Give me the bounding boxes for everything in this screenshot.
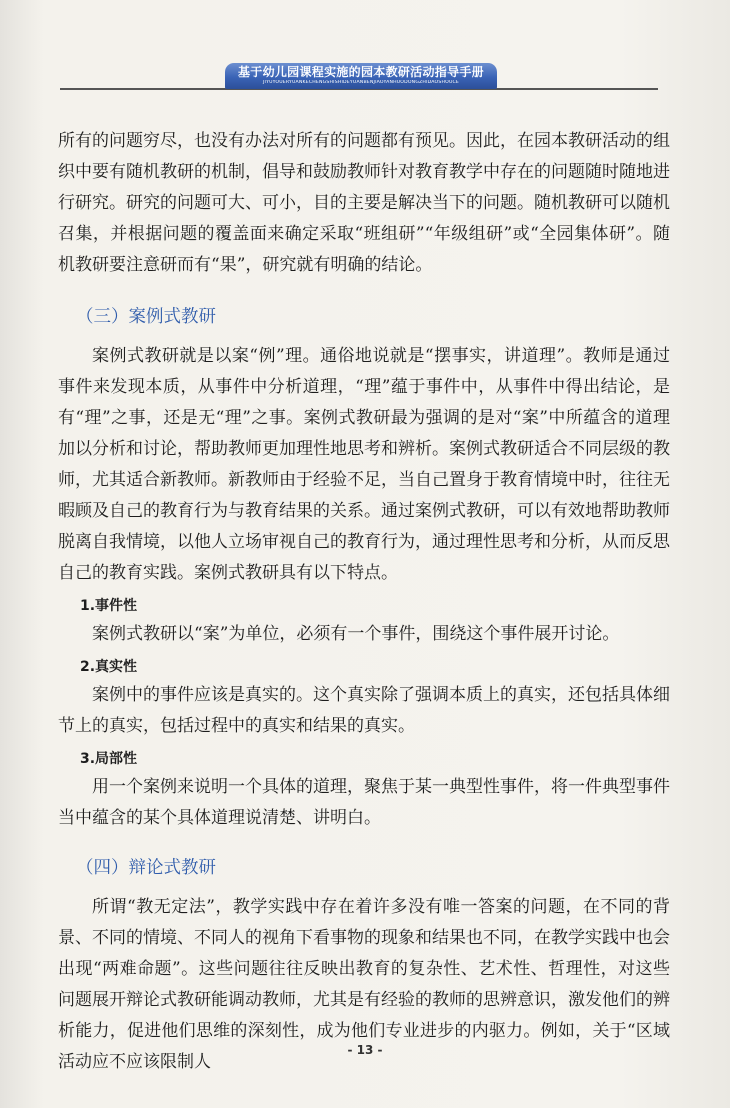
intro-paragraph: 所有的问题穷尽，也没有办法对所有的问题都有预见。因此，在园本教研活动的组织中要有随机教研的机制，倡导和鼓励教师针对教育教学中存在的问题随时随地进行研究。研究的问题可大、可小，目的主要是解决当下的问题。随机教研可以随机召集，并根据问题的覆盖面来确定采取“班组研”“年级组研”或“全园集体研”。随机教研要注意研而有“果”，研究就有明确的结论。	[58, 131, 670, 275]
feature-text-2: 案例中的事件应该是真实的。这个真实除了强调本质上的真实，还包括具体细节上的真实，包括过程中的真实和结果的真实。	[58, 685, 670, 736]
page-body	[58, 126, 670, 1078]
feature-title-1: 1.事件性	[80, 598, 138, 614]
section-heading-debate: （四）辩论式教研	[76, 858, 216, 878]
feature-title-3: 3.局部性	[80, 751, 138, 767]
page-number: - 13 -	[347, 1043, 383, 1057]
feature-text-1: 案例式教研以“案”为单位，必须有一个事件，围绕这个事件展开讨论。	[92, 624, 620, 644]
case-study-paragraph: 案例式教研就是以案“例”理。通俗地说就是“摆事实，讲道理”。教师是通过事件来发现本质，从事件中分析道理，“理”蕴于事件中，从事件中得出结论，是有“理”之事，还是无“理”之事。案例式教研最为强调的是对“案”中所蕴含的道理加以分析和讨论，帮助教师更加理性地思考和辨析。案例式教研适合不同层级的教师，尤其适合新教师。新教师由于经验不足，当自己置身于教育情境中时，往往无暇顾及自己的教育行为与教育结果的关系。通过案例式教研，可以有效地帮助教师脱离自我情境，以他人立场审视自己的教育行为，通过理性思考和分析，从而反思自己的教育实践。案例式教研具有以下特点。	[58, 346, 670, 583]
running-header-pinyin: JIYUYOUERYUANKECHENGSHISHIDEYUANBENJIAOYANHUODONGZHIDAOSHOUCE	[262, 80, 460, 85]
feature-text-3: 用一个案例来说明一个具体的道理，聚焦于某一典型性事件，将一件典型事件当中蕴含的某个具体道理说清楚、讲明白。	[58, 777, 670, 828]
debate-paragraph: 所谓“教无定法”，教学实践中存在着许多没有唯一答案的问题，在不同的背景、不同的情境、不同人的视角下看事物的现象和结果也不同，在教学实践中也会出现“两难命题”。这些问题往往反映出教育的复杂性、艺术性、哲理性，对这些问题展开辩论式教研能调动教师，尤其是有经验的教师的思辨意识，激发他们的辨析能力，促进他们思维的深刻性，成为他们专业进步的内驱力。例如，关于“区域活动应不应该限制人	[58, 897, 670, 1072]
section-heading-case-study: （三）案例式教研	[76, 307, 216, 327]
feature-title-2: 2.真实性	[80, 659, 138, 675]
running-header-title: 基于幼儿园课程实施的园本教研活动指导手册	[237, 65, 484, 79]
running-header	[225, 63, 497, 89]
